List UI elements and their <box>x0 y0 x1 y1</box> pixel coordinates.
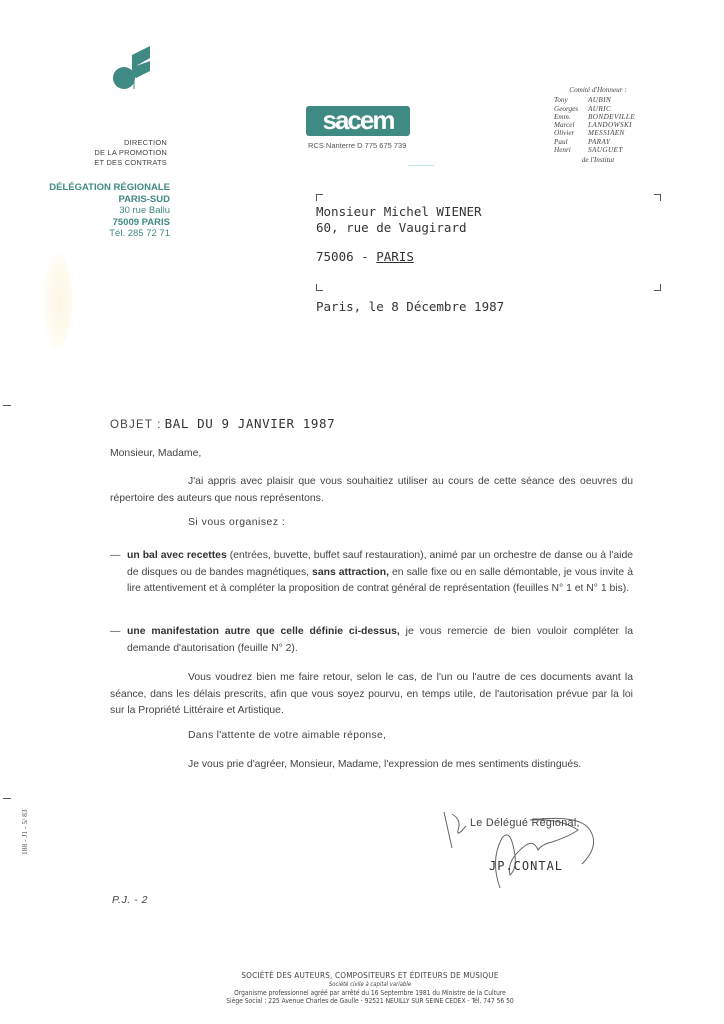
direction-line: DE LA PROMOTION <box>94 148 167 157</box>
salutation: Monsieur, Madame, <box>110 448 202 459</box>
decorative-rule <box>408 165 434 166</box>
address-corner-mark <box>316 284 323 291</box>
delegation-title: DÉLÉGATION RÉGIONALE <box>49 182 170 193</box>
recipient-name: Monsieur Michel WIENER <box>316 204 482 219</box>
margin-fold-mark <box>3 798 11 799</box>
dash-bullet: — <box>110 550 121 561</box>
footer-legal-form: Société civile à capital variable <box>328 981 412 988</box>
paragraph: Vous voudrez bien me faire retour, selon le cas, de l'un ou l'autre de ces documents avant la séance, dans les délais prescrits, afin que vous soyez pourvu, en temps utile, de l'autorisation prévue par la loi sur la Propriété Littéraire et Artistique. <box>110 672 633 717</box>
sacem-logo <box>306 106 410 136</box>
bullet-item <box>110 548 633 598</box>
footer-accreditation: Organisme professionnel agréé par arrêté du 16 Septembre 1981 du Ministre de la Culture <box>234 989 506 997</box>
delegation-region: PARIS-SUD <box>118 193 170 205</box>
margin-fold-mark <box>3 405 11 406</box>
delegation-street: 30 rue Ballu <box>119 205 170 216</box>
comite-member: Emm. BONDEVILLE <box>554 112 636 121</box>
comite-member: Marcel LANDOWSKI <box>554 121 632 130</box>
direction-block <box>40 138 167 168</box>
direction-line: ET DES CONTRATS <box>94 158 167 167</box>
comite-member: Paul PARAY <box>554 137 611 146</box>
dash-bullet: — <box>110 626 121 637</box>
subject-line <box>110 416 335 432</box>
letter-date: Paris, le 8 Décembre 1987 <box>316 299 505 314</box>
address-corner-mark <box>316 194 323 201</box>
paragraph: Si vous organisez : <box>188 517 286 528</box>
handwritten-signature <box>430 800 610 890</box>
comite-member: Henri SAUGUET <box>554 146 623 155</box>
address-corner-mark <box>654 284 661 291</box>
bullet-text: une manifestation autre que celle définie ci-dessus, je vous remercie de bien vouloir compléter la demande d'autorisation (feuille N° 2). <box>127 626 633 654</box>
address-corner-mark <box>654 194 661 201</box>
comite-member: Georges AURIC <box>554 104 612 113</box>
signatory-title: Le Délégué Régional, <box>470 817 580 829</box>
comite-member: Tony AUBIN <box>554 96 612 105</box>
direction-line: DIRECTION <box>123 138 167 147</box>
recipient-city: PARIS <box>376 249 414 264</box>
delegation-block <box>20 182 170 240</box>
enclosures: P.J. - 2 <box>112 894 148 906</box>
footer-org-name: SOCIÉTÉ DES AUTEURS, COMPOSITEURS ET ÉDITEURS DE MUSIQUE <box>241 970 499 980</box>
paragraph: Je vous prie d'agréer, Monsieur, Madame, l'expression de mes sentiments distingués. <box>188 759 582 770</box>
paragraph: J'ai appris avec plaisir que vous souhaitiez utiliser au cours de cette séance des oeuvres du répertoire des auteurs que nous représentons. <box>110 476 633 504</box>
comite-title: Comité d'Honneur : <box>569 86 627 94</box>
rcs-number: RCS Nanterre D 775 675 739 <box>308 141 407 150</box>
footer <box>185 970 555 1005</box>
subject-value: BAL DU 9 JANVIER 1987 <box>164 416 336 431</box>
comite-institut: de l'Institut <box>581 156 615 165</box>
delegation-phone: Tél. 285 72 71 <box>109 228 170 239</box>
paper-stain <box>44 253 72 348</box>
bullet-item <box>110 624 633 657</box>
footer-head-office: Siège Social : 225 Avenue Charles de Gaulle - 92521 NEUILLY SUR SEINE CEDEX - Tél. 747 56 50 <box>226 997 514 1005</box>
paragraph: Dans l'attente de votre aimable réponse, <box>188 730 387 741</box>
music-note-logo-icon <box>112 45 152 91</box>
comite-honneur <box>548 86 648 165</box>
form-reference: 188 - J1 - 5/ 83 <box>20 809 29 855</box>
delegation-city: 75009 PARIS <box>112 216 170 228</box>
recipient-city-line <box>316 249 482 265</box>
recipient-address <box>316 204 482 265</box>
recipient-postcode: 75006 - <box>316 249 369 264</box>
comite-member: Olivier MESSIAEN <box>554 129 625 138</box>
subject-label: OBJET : <box>110 419 162 431</box>
bullet-text: un bal avec recettes (entrées, buvette, buffet sauf restauration), animé par un orchestre de danse ou à l'aide de disques ou de bandes magnétiques, sans attraction, en salle fixe ou en salle démontable, je vous invite à lire attentivement et à compléter la proposition de contrat général de représentation (feuilles N° 1 et N° 1 bis). <box>127 550 634 595</box>
svg-text:sacem: sacem <box>322 106 394 135</box>
recipient-street: 60, rue de Vaugirard <box>316 220 467 235</box>
signatory-name: JP.CONTAL <box>489 859 564 873</box>
